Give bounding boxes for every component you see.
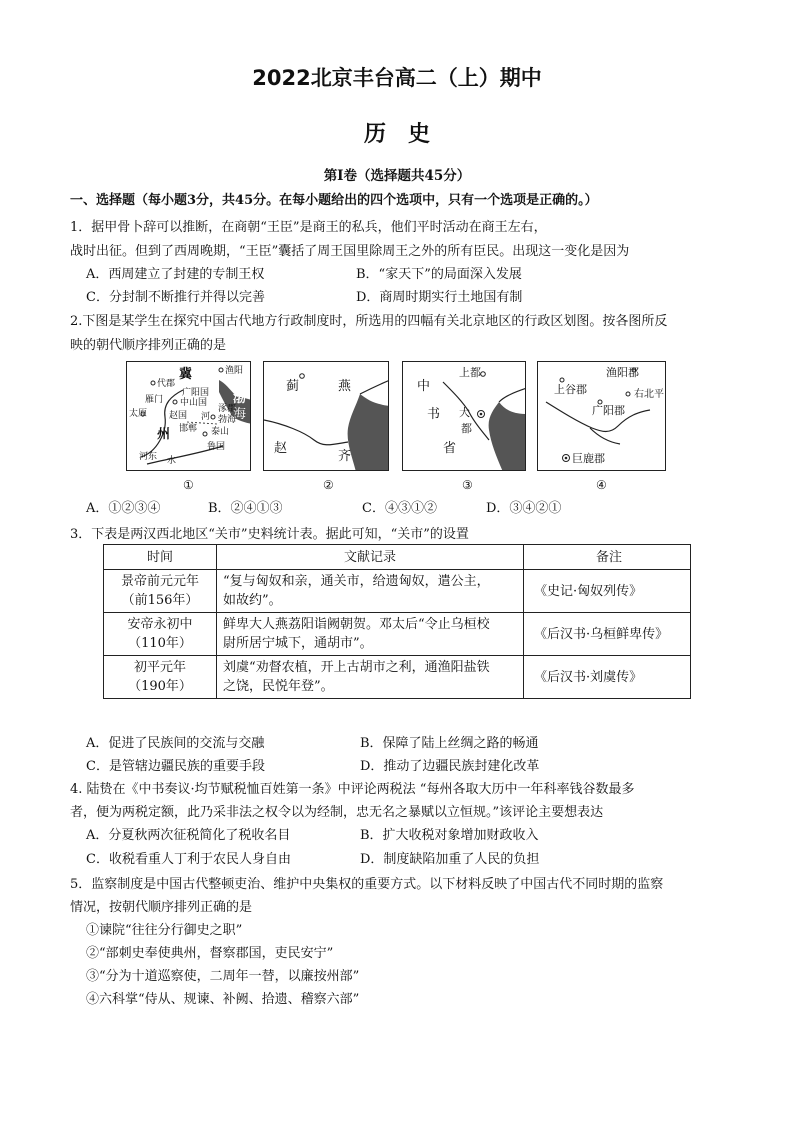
time-line: 景帝前元元年 xyxy=(120,574,199,589)
map-3-label: 书 xyxy=(427,407,441,422)
q4-stem-line2: 者，便为两税定额，此乃采非法之权令以为经制，忠无名之暴赋以立恒规。”该评论主要想表达 xyxy=(70,805,604,820)
time-line: （190年） xyxy=(128,679,192,694)
q5-item: ④六科掌“侍从、规谏、补阙、拾遗、稽察六部” xyxy=(86,992,360,1007)
q5-item: ③“分为十道巡察使，二周年一替，以廉按州部” xyxy=(86,969,360,984)
q2-option-d: D．③④②① xyxy=(486,501,562,516)
q4-stem-line1: 4. 陆贽在《中书奏议·均节赋税恤百姓第一条》中评论两税法 “每州各取大历中一年科率钱谷数最多 xyxy=(70,782,635,797)
q5-stem-line1: 5．监察制度是中国古代整顿吏治、维护中央集权的重要方式。以下材料反映了中国古代不同时期的监察 xyxy=(70,877,664,892)
table-cell-time xyxy=(104,570,217,613)
map-2-caption: ② xyxy=(323,478,334,492)
record-line: 刘虞“劝督农植，开上古胡市之利，通渔阳盐铁 xyxy=(223,660,490,675)
time-line: （110年） xyxy=(128,636,192,651)
record-line: 之饶，民悦年登”。 xyxy=(223,679,334,694)
map-1-label: 海 xyxy=(233,407,247,422)
q1-stem-line2: 战时出征。但到了西周晚期，“王臣”囊括了周王国里除周王之外的所有臣民。出现这一变化是因为 xyxy=(70,244,630,259)
q5-stem-line2: 情况，按朝代顺序排列正确的是 xyxy=(70,900,253,915)
map-1-label: 中山国 xyxy=(180,398,208,408)
map-1-label: 雁门 xyxy=(145,395,164,405)
table-header-record: 文献记录 xyxy=(217,545,524,570)
map-1-label: 冀 xyxy=(179,367,193,382)
map-1-label: 渤 xyxy=(233,391,247,406)
time-line: （前156年） xyxy=(121,593,199,608)
q1-option-a: A．西周建立了封建的专制王权 xyxy=(86,267,265,282)
table-row xyxy=(104,570,691,613)
record-line: 尉所居宁城下，通胡市”。 xyxy=(223,636,373,651)
part-heading: 第Ⅰ卷（选择题共45分） xyxy=(323,168,471,184)
table-cell-time xyxy=(104,656,217,699)
q3-option-a: A．促进了民族间的交流与交融 xyxy=(86,736,265,751)
record-line: “复与匈奴和亲，通关市，给遗匈奴，遣公主， xyxy=(223,574,490,589)
record-line: 如故约”。 xyxy=(223,593,282,608)
map-3-label: 大 xyxy=(459,406,470,419)
map-1-label: 太原 xyxy=(129,409,148,419)
map-2-label: 蓟 xyxy=(286,379,300,394)
section-heading: 一、选择题（每小题3分，共45分。在每小题给出的四个选项中，只有一个选项是正确的。） xyxy=(70,193,598,208)
map-1 xyxy=(126,361,251,471)
map-3-label: 上都 xyxy=(459,366,481,379)
q2-option-b: B．②④①③ xyxy=(208,501,283,516)
map-3-label: 省 xyxy=(443,441,457,456)
q3-option-c: C．是管辖边疆民族的重要手段 xyxy=(86,759,265,774)
table-header-row xyxy=(104,545,691,570)
table-header-note: 备注 xyxy=(524,545,691,570)
q1-option-d: D．商周时期实行土地国有制 xyxy=(356,290,523,305)
q4-option-b: B．扩大收税对象增加财政收入 xyxy=(360,828,539,843)
map-1-label: 代郡 xyxy=(157,379,176,389)
subject-title: 历史 xyxy=(363,122,452,147)
q1-option-b: B．“家天下”的局面深入发展 xyxy=(356,267,522,282)
table-cell-note: 《史记·匈奴列传》 xyxy=(524,570,691,613)
map-1-label: 勃海 xyxy=(218,415,237,425)
time-line: 安帝永初中 xyxy=(127,617,193,632)
q2-stem-line1: 2.下图是某学生在探究中国古代地方行政制度时，所选用的四幅有关北京地区的行政区划图。按各图所反 xyxy=(70,314,668,329)
table-cell-record xyxy=(217,570,524,613)
map-1-label: 州 xyxy=(157,427,171,442)
map-1-label: 广阳国 xyxy=(182,388,210,398)
q4-option-a: A．分夏秋两次征税简化了税收名目 xyxy=(86,828,291,843)
q5-item: ②“部刺史奉使典州，督察郡国，吏民安宁” xyxy=(86,946,334,961)
table-cell-time xyxy=(104,613,217,656)
map-2 xyxy=(263,361,389,471)
map-2-label: 燕 xyxy=(338,379,352,394)
map-4-label: 广阳郡 xyxy=(592,404,625,417)
map-4-label: 渔阳郡 xyxy=(606,366,639,379)
q2-option-c: C．④③①② xyxy=(362,501,437,516)
map-1-label: 河东 xyxy=(139,452,158,462)
map-1-label: 涿郡 xyxy=(218,404,237,414)
guanshi-table xyxy=(103,544,691,699)
map-4-caption: ④ xyxy=(596,478,607,492)
record-line: 鲜卑大人燕荔阳诣阙朝贺。邓太后“令止乌桓校 xyxy=(223,617,490,632)
map-3-label: 都 xyxy=(461,422,472,435)
map-1-label: 水 xyxy=(167,456,177,466)
q3-stem-line1: 3．下表是两汉西北地区“关市”史料统计表。据此可知，“关市”的设置 xyxy=(70,527,469,542)
map-2-label: 赵 xyxy=(274,441,288,456)
map-4 xyxy=(537,361,666,471)
table-header-time: 时间 xyxy=(104,545,217,570)
map-1-label: 赵国 xyxy=(169,411,188,421)
map-figure xyxy=(126,361,666,473)
map-4-label: 上谷郡 xyxy=(554,383,587,396)
table-cell-record xyxy=(217,656,524,699)
q5-item: ①谏院“往往分行御史之职” xyxy=(86,923,243,938)
q2-stem-line2: 映的朝代顺序排列正确的是 xyxy=(70,338,227,353)
map-4-label: 巨鹿郡 xyxy=(572,452,605,465)
map-4-label: 右北平 xyxy=(634,389,664,400)
q3-option-d: D．推动了边疆民族封建化改革 xyxy=(360,759,540,774)
exam-title: 2022北京丰台高二（上）期中 xyxy=(252,66,542,90)
map-3-caption: ③ xyxy=(462,478,473,492)
table-cell-record xyxy=(217,613,524,656)
map-3-label: 中 xyxy=(417,379,431,394)
map-1-label: 鲁国 xyxy=(207,442,226,452)
map-1-caption: ① xyxy=(183,478,194,492)
time-line: 初平元年 xyxy=(133,660,186,675)
table-row xyxy=(104,656,691,699)
q1-option-c: C．分封制不断推行并得以完善 xyxy=(86,290,265,305)
table-cell-note: 《后汉书·乌桓鲜卑传》 xyxy=(524,613,691,656)
q1-stem-line1: 1．据甲骨卜辞可以推断，在商朝“王臣”是商王的私兵，他们平时活动在商王左右， xyxy=(70,220,547,235)
q2-option-a: A．①②③④ xyxy=(86,501,161,516)
q4-option-d: D．制度缺陷加重了人民的负担 xyxy=(360,852,540,867)
map-1-label: 渔阳 xyxy=(225,366,244,376)
map-1-label: 邯郸 xyxy=(179,424,198,434)
map-1-label: 河 xyxy=(201,412,211,422)
q3-option-b: B．保障了陆上丝绸之路的畅通 xyxy=(360,736,539,751)
table-cell-note: 《后汉书·刘虞传》 xyxy=(524,656,691,699)
q4-option-c: C．收税看重人丁利于农民人身自由 xyxy=(86,852,291,867)
map-3 xyxy=(402,361,526,471)
map-1-label: 泰山 xyxy=(211,427,230,437)
map-2-label: 齐 xyxy=(338,449,352,464)
table-row xyxy=(104,613,691,656)
